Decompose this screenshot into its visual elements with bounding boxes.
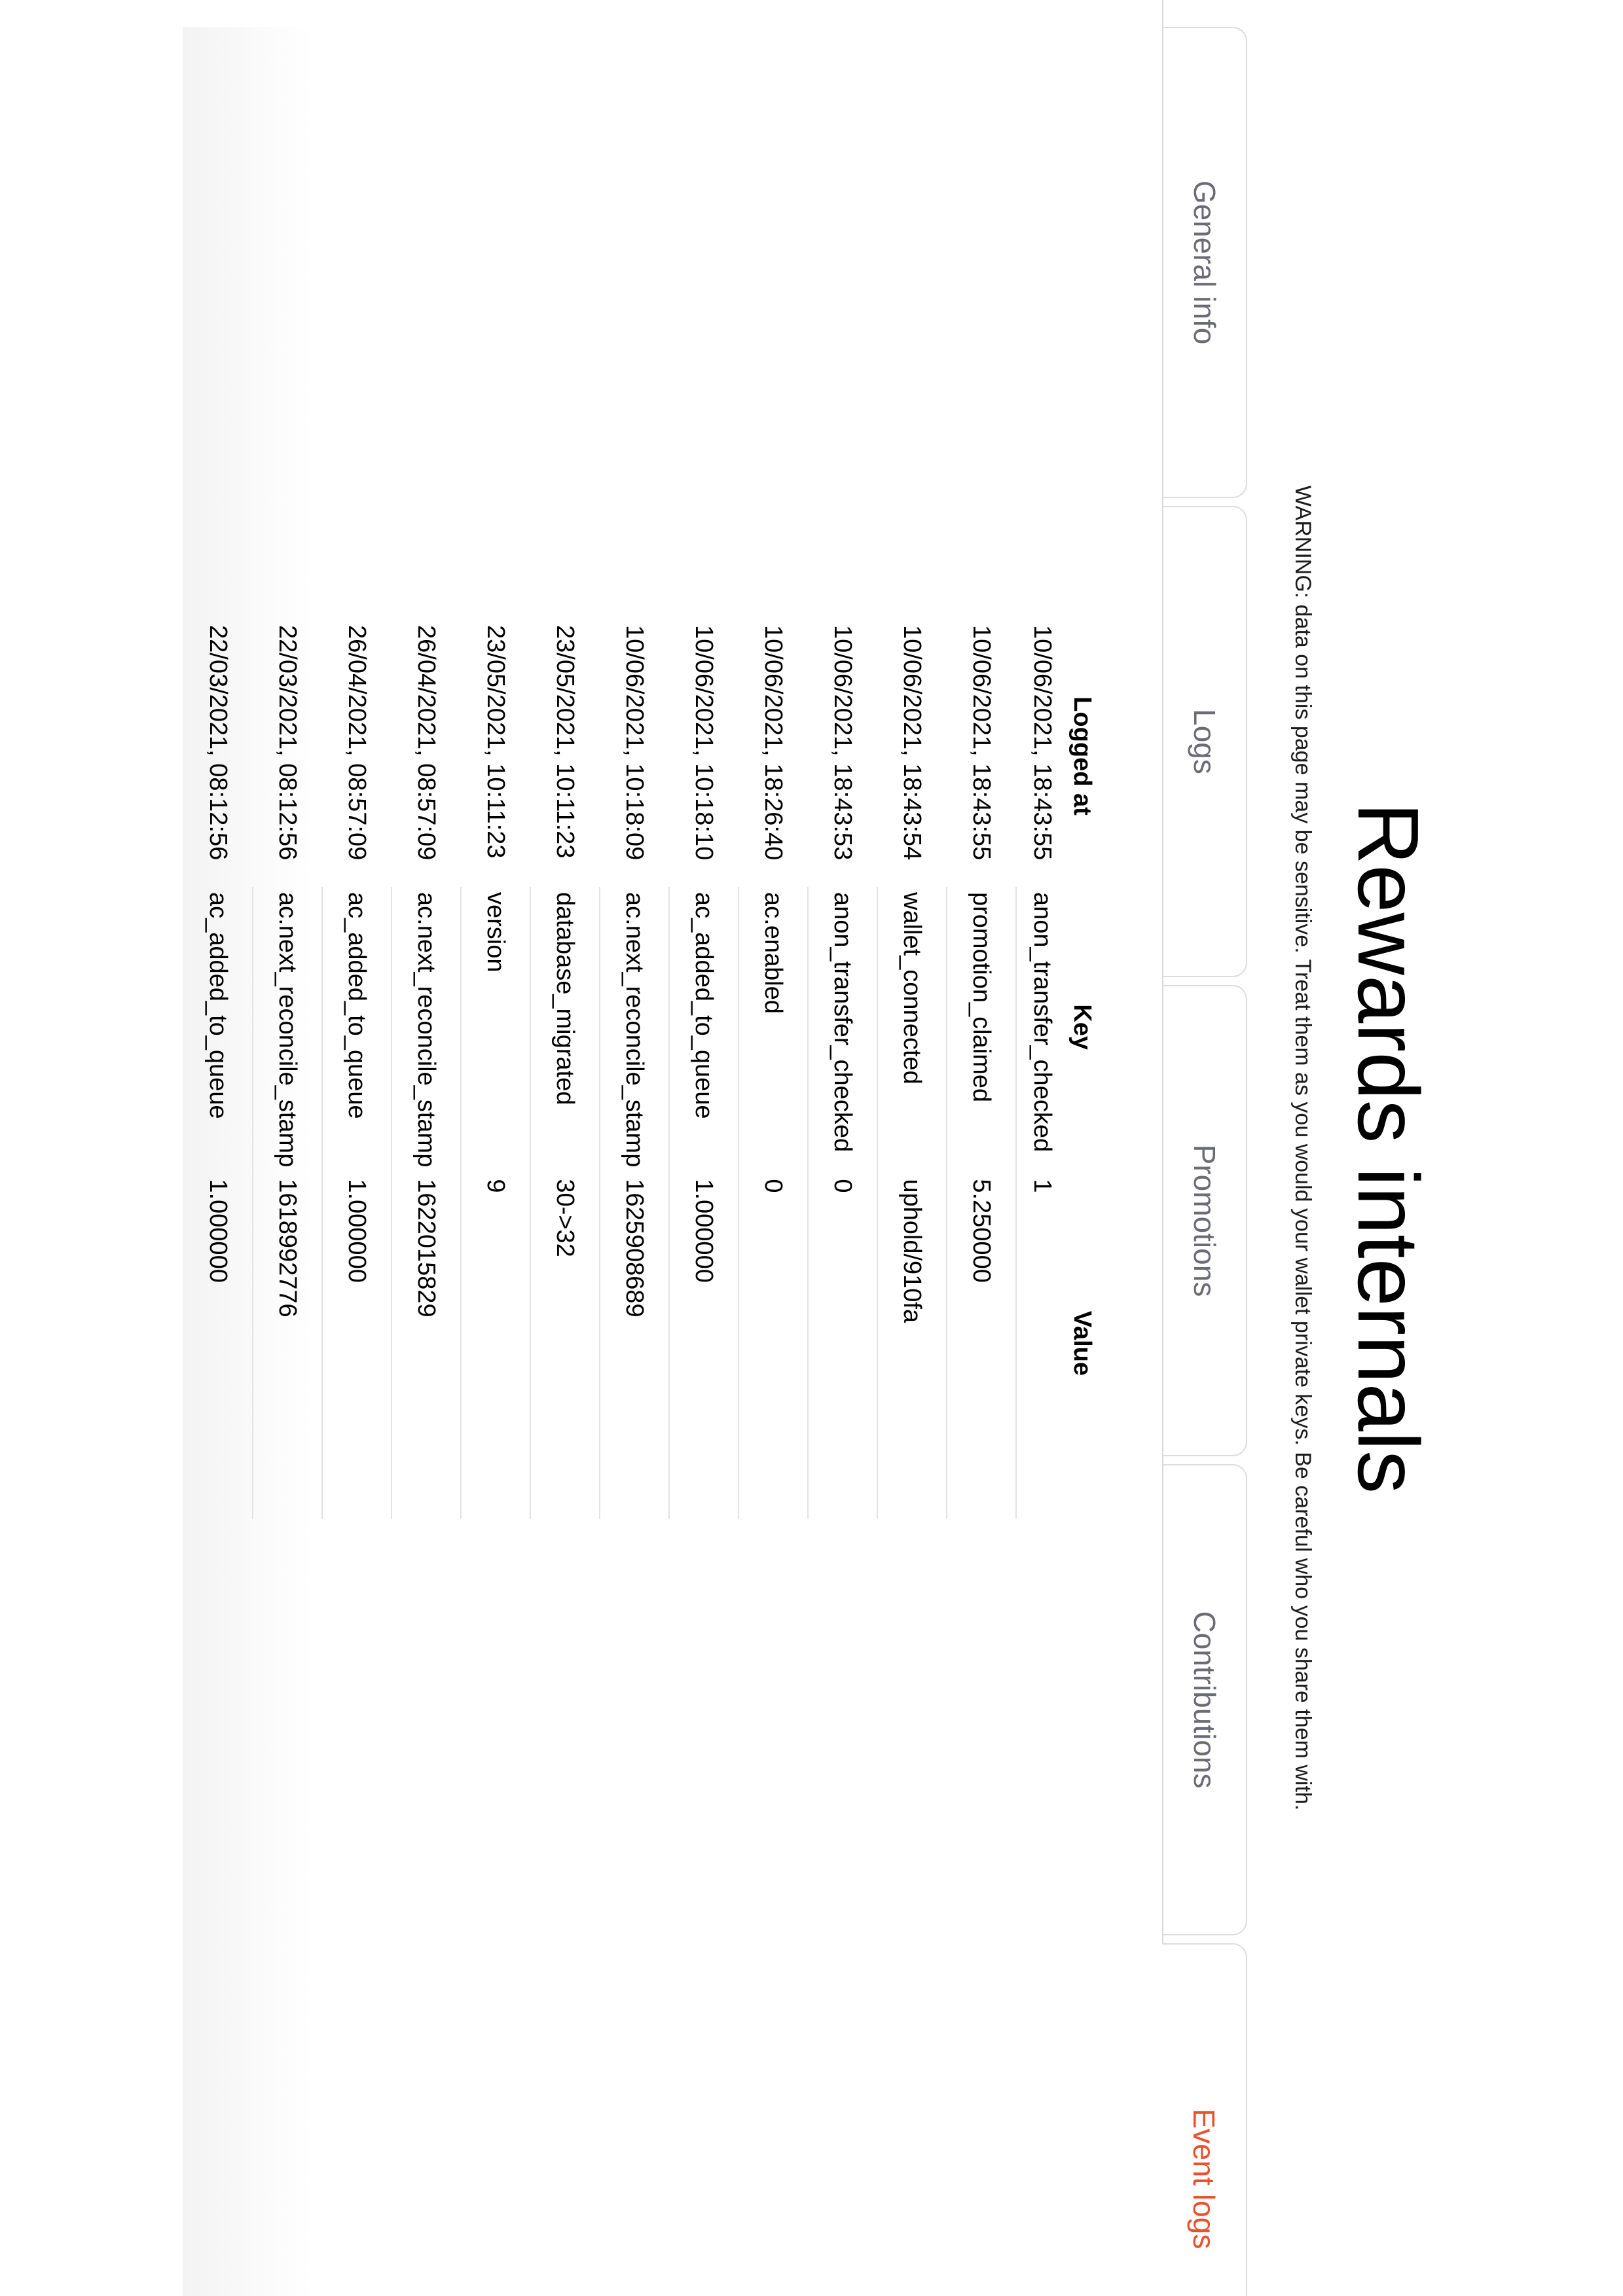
key-cell: ac_added_to_queue xyxy=(322,887,392,1167)
tab-promotions[interactable]: Promotions xyxy=(1163,985,1247,1456)
key-cell: ac.next_reconcile_stamp xyxy=(253,887,322,1167)
logged-at-cell: 22/03/2021, 08:12:56 xyxy=(204,625,232,861)
logged-at-cell: 10/06/2021, 18:43:55 xyxy=(1029,625,1057,861)
table-row xyxy=(808,625,877,1519)
key-cell: promotion_claimed xyxy=(947,887,1016,1167)
column-header-key: Key xyxy=(1068,1004,1096,1050)
tab-logs[interactable]: Logs xyxy=(1163,506,1247,977)
logged-at-cell: 26/04/2021, 08:57:09 xyxy=(343,625,371,861)
logged-at-cell: 10/06/2021, 18:43:53 xyxy=(829,625,857,861)
value-cell: 0 xyxy=(739,1167,808,1519)
value-cell: uphold/910fa xyxy=(877,1167,947,1519)
key-cell: database_migrated xyxy=(530,887,600,1167)
key-cell: ac_added_to_queue xyxy=(669,887,739,1167)
value-cell: 30->32 xyxy=(530,1167,600,1519)
table-row xyxy=(947,625,1016,1519)
value-cell: 1625908689 xyxy=(600,1167,669,1519)
table-row xyxy=(530,625,600,1519)
key-cell: ac.next_reconcile_stamp xyxy=(392,887,461,1167)
logged-at-cell: 23/05/2021, 10:11:23 xyxy=(551,625,579,859)
table-row xyxy=(184,625,253,1519)
table-row xyxy=(669,625,739,1519)
table-row xyxy=(461,625,530,1519)
tab-general-info[interactable]: General info xyxy=(1163,27,1247,498)
logged-at-cell: 10/06/2021, 18:43:54 xyxy=(898,625,926,861)
key-cell: ac.next_reconcile_stamp xyxy=(600,887,669,1167)
logged-at-cell: 10/06/2021, 10:18:09 xyxy=(621,625,649,861)
key-cell: ac.enabled xyxy=(739,887,808,1167)
key-cell: wallet_connected xyxy=(877,887,947,1167)
value-cell: 1618992776 xyxy=(253,1167,322,1519)
table-row xyxy=(600,625,669,1519)
logged-at-cell: 10/06/2021, 10:18:10 xyxy=(690,625,718,861)
table-row xyxy=(877,625,947,1519)
logged-at-cell: 22/03/2021, 08:12:56 xyxy=(274,625,302,861)
value-cell: 1 xyxy=(1029,1179,1057,1193)
key-cell: anon_transfer_checked xyxy=(808,887,877,1167)
value-cell: 9 xyxy=(461,1167,530,1519)
page-title: Rewards internals xyxy=(1340,802,1436,1494)
event-log-table xyxy=(184,625,1106,1519)
tab-contributions[interactable]: Contributions xyxy=(1163,1464,1247,1935)
key-cell: version xyxy=(461,887,530,1167)
tab-bar xyxy=(1162,0,1247,2296)
value-cell: 1.000000 xyxy=(184,1167,253,1519)
column-header-value: Value xyxy=(1068,1310,1096,1376)
key-cell: ac_added_to_queue xyxy=(184,887,253,1167)
value-cell: 5.250000 xyxy=(947,1167,1016,1519)
logged-at-cell: 23/05/2021, 10:11:23 xyxy=(482,625,510,859)
value-cell: 1.000000 xyxy=(669,1167,739,1519)
table-row xyxy=(322,625,392,1519)
warning-message: WARNING: data on this page may be sensitive. Treat them as you would your wallet private keys. Be careful who you share them with. xyxy=(1290,485,1315,1811)
logged-at-cell: 10/06/2021, 18:43:55 xyxy=(968,625,996,861)
table-row xyxy=(739,625,808,1519)
table-row xyxy=(253,625,322,1519)
value-cell: 1.000000 xyxy=(322,1167,392,1519)
value-cell: 0 xyxy=(808,1167,877,1519)
table-header-row xyxy=(1068,625,1106,1519)
table-row xyxy=(392,625,461,1519)
logged-at-cell: 10/06/2021, 18:26:40 xyxy=(759,625,788,861)
key-cell: anon_transfer_checked xyxy=(1029,892,1057,1153)
tab-event-logs[interactable]: Event logs xyxy=(1162,1943,1247,2296)
table-row xyxy=(1016,625,1068,1519)
column-header-logged-at: Logged at xyxy=(1068,696,1096,816)
logged-at-cell: 26/04/2021, 08:57:09 xyxy=(412,625,441,861)
value-cell: 1622015829 xyxy=(392,1167,461,1519)
